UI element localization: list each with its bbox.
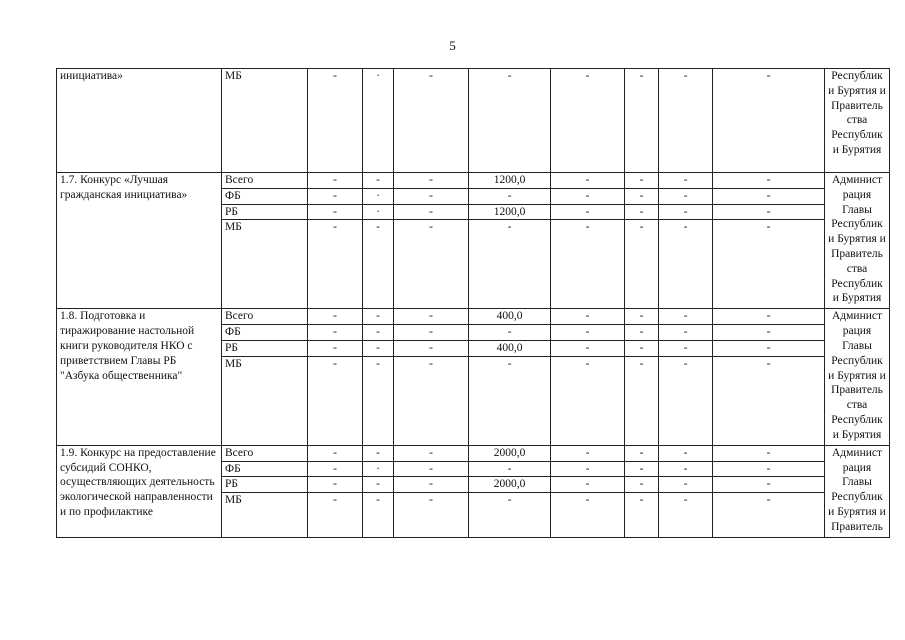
value-cell: - — [394, 340, 469, 356]
value-cell: - — [308, 173, 363, 189]
value-cell: - — [713, 477, 825, 493]
value-cell: - — [551, 325, 625, 341]
value-cell: - — [659, 188, 713, 204]
value-cell: - — [625, 493, 659, 538]
value-cell: - — [551, 493, 625, 538]
value-cell: - — [308, 188, 363, 204]
funding-source-cell: МБ — [222, 69, 308, 173]
value-cell: - — [551, 477, 625, 493]
value-cell: - — [625, 445, 659, 461]
funding-source-cell: ФБ — [222, 188, 308, 204]
value-cell: - — [308, 340, 363, 356]
value-cell: - — [551, 69, 625, 173]
value-cell: - — [713, 173, 825, 189]
value-cell: - — [363, 477, 394, 493]
funding-source-cell: Всего — [222, 445, 308, 461]
value-cell: - — [713, 204, 825, 220]
value-cell: - — [394, 356, 469, 445]
value-cell: - — [625, 204, 659, 220]
table-row — [57, 173, 890, 189]
value-cell: - — [659, 204, 713, 220]
value-cell: - — [551, 173, 625, 189]
value-cell: - — [659, 69, 713, 173]
value-cell: - — [551, 204, 625, 220]
value-cell: - — [394, 188, 469, 204]
value-cell: - — [659, 220, 713, 309]
value-cell: - — [394, 461, 469, 477]
value-cell: - — [659, 445, 713, 461]
value-cell: - — [713, 493, 825, 538]
budget-table — [56, 68, 890, 538]
value-cell: - — [713, 325, 825, 341]
responsible-executor-cell: Админист рация Главы Республик и Бурятия и Правитель ства Республик и Бурятия — [825, 309, 890, 445]
value-cell: 1200,0 — [469, 173, 551, 189]
value-cell: - — [394, 173, 469, 189]
value-cell: - — [659, 325, 713, 341]
value-cell: - — [713, 356, 825, 445]
funding-source-cell: РБ — [222, 477, 308, 493]
value-cell: - — [308, 325, 363, 341]
responsible-executor-cell: Республик и Бурятия и Правитель ства Республик и Бурятия — [825, 69, 890, 173]
measure-name-cell: 1.9. Конкурс на предоставление субсидий СОНКО, осуществляющих деятельность экологической направленности и по профилактике — [57, 445, 222, 537]
value-cell: · — [363, 69, 394, 173]
value-cell: - — [308, 461, 363, 477]
value-cell: - — [625, 340, 659, 356]
value-cell: - — [469, 220, 551, 309]
value-cell: - — [551, 340, 625, 356]
value-cell: - — [469, 69, 551, 173]
funding-source-cell: Всего — [222, 173, 308, 189]
funding-source-cell: МБ — [222, 220, 308, 309]
value-cell: - — [713, 69, 825, 173]
value-cell: 2000,0 — [469, 477, 551, 493]
value-cell: - — [625, 188, 659, 204]
value-cell: - — [625, 69, 659, 173]
funding-source-cell: РБ — [222, 340, 308, 356]
value-cell: - — [308, 356, 363, 445]
value-cell: - — [394, 309, 469, 325]
value-cell: - — [363, 309, 394, 325]
value-cell: - — [308, 445, 363, 461]
value-cell: - — [659, 173, 713, 189]
value-cell: - — [394, 477, 469, 493]
value-cell: - — [625, 477, 659, 493]
responsible-executor-cell: Админист рация Главы Республик и Бурятия и Правитель — [825, 445, 890, 537]
value-cell: - — [308, 309, 363, 325]
value-cell: · — [363, 461, 394, 477]
value-cell: - — [551, 445, 625, 461]
value-cell: 400,0 — [469, 340, 551, 356]
value-cell: - — [308, 477, 363, 493]
value-cell: - — [551, 461, 625, 477]
funding-source-cell: ФБ — [222, 461, 308, 477]
value-cell: - — [308, 69, 363, 173]
value-cell: - — [551, 309, 625, 325]
value-cell: - — [713, 188, 825, 204]
value-cell: - — [394, 325, 469, 341]
value-cell: - — [659, 493, 713, 538]
funding-source-cell: ФБ — [222, 325, 308, 341]
value-cell: · — [363, 188, 394, 204]
measure-name-cell: 1.7. Конкурс «Лучшая гражданская инициатива» — [57, 173, 222, 309]
value-cell: - — [713, 340, 825, 356]
table-row — [57, 69, 890, 173]
value-cell: - — [551, 356, 625, 445]
value-cell: - — [394, 69, 469, 173]
value-cell: - — [625, 356, 659, 445]
value-cell: · — [363, 204, 394, 220]
value-cell: - — [394, 220, 469, 309]
value-cell: - — [713, 445, 825, 461]
value-cell: - — [551, 220, 625, 309]
value-cell: - — [363, 493, 394, 538]
value-cell: - — [394, 204, 469, 220]
responsible-executor-cell: Админист рация Главы Республик и Бурятия и Правитель ства Республик и Бурятия — [825, 173, 890, 309]
measure-name-cell: 1.8. Подготовка и тиражирование настольной книги руководителя НКО с приветствием Главы РБ "Азбука общественника" — [57, 309, 222, 445]
funding-source-cell: РБ — [222, 204, 308, 220]
value-cell: 400,0 — [469, 309, 551, 325]
value-cell: - — [363, 325, 394, 341]
value-cell: 1200,0 — [469, 204, 551, 220]
value-cell: - — [308, 220, 363, 309]
value-cell: - — [363, 173, 394, 189]
table-row — [57, 309, 890, 325]
value-cell: - — [659, 340, 713, 356]
value-cell: - — [713, 461, 825, 477]
value-cell: - — [469, 325, 551, 341]
value-cell: - — [469, 188, 551, 204]
funding-source-cell: Всего — [222, 309, 308, 325]
value-cell: - — [363, 445, 394, 461]
value-cell: - — [659, 477, 713, 493]
value-cell: - — [713, 309, 825, 325]
value-cell: - — [394, 493, 469, 538]
value-cell: - — [469, 356, 551, 445]
value-cell: - — [363, 340, 394, 356]
value-cell: - — [659, 461, 713, 477]
value-cell: - — [659, 309, 713, 325]
value-cell: - — [308, 493, 363, 538]
value-cell: - — [625, 309, 659, 325]
value-cell: - — [625, 173, 659, 189]
value-cell: - — [625, 325, 659, 341]
value-cell: - — [625, 220, 659, 309]
measure-name-cell: инициатива» — [57, 69, 222, 173]
value-cell: - — [625, 461, 659, 477]
value-cell: - — [363, 356, 394, 445]
value-cell: - — [713, 220, 825, 309]
value-cell: - — [363, 220, 394, 309]
funding-source-cell: МБ — [222, 356, 308, 445]
page-number: 5 — [449, 38, 456, 53]
value-cell: - — [659, 356, 713, 445]
value-cell: - — [469, 461, 551, 477]
table-row — [57, 445, 890, 461]
funding-source-cell: МБ — [222, 493, 308, 538]
value-cell: - — [308, 204, 363, 220]
value-cell: - — [469, 493, 551, 538]
value-cell: - — [551, 188, 625, 204]
value-cell: 2000,0 — [469, 445, 551, 461]
value-cell: - — [394, 445, 469, 461]
